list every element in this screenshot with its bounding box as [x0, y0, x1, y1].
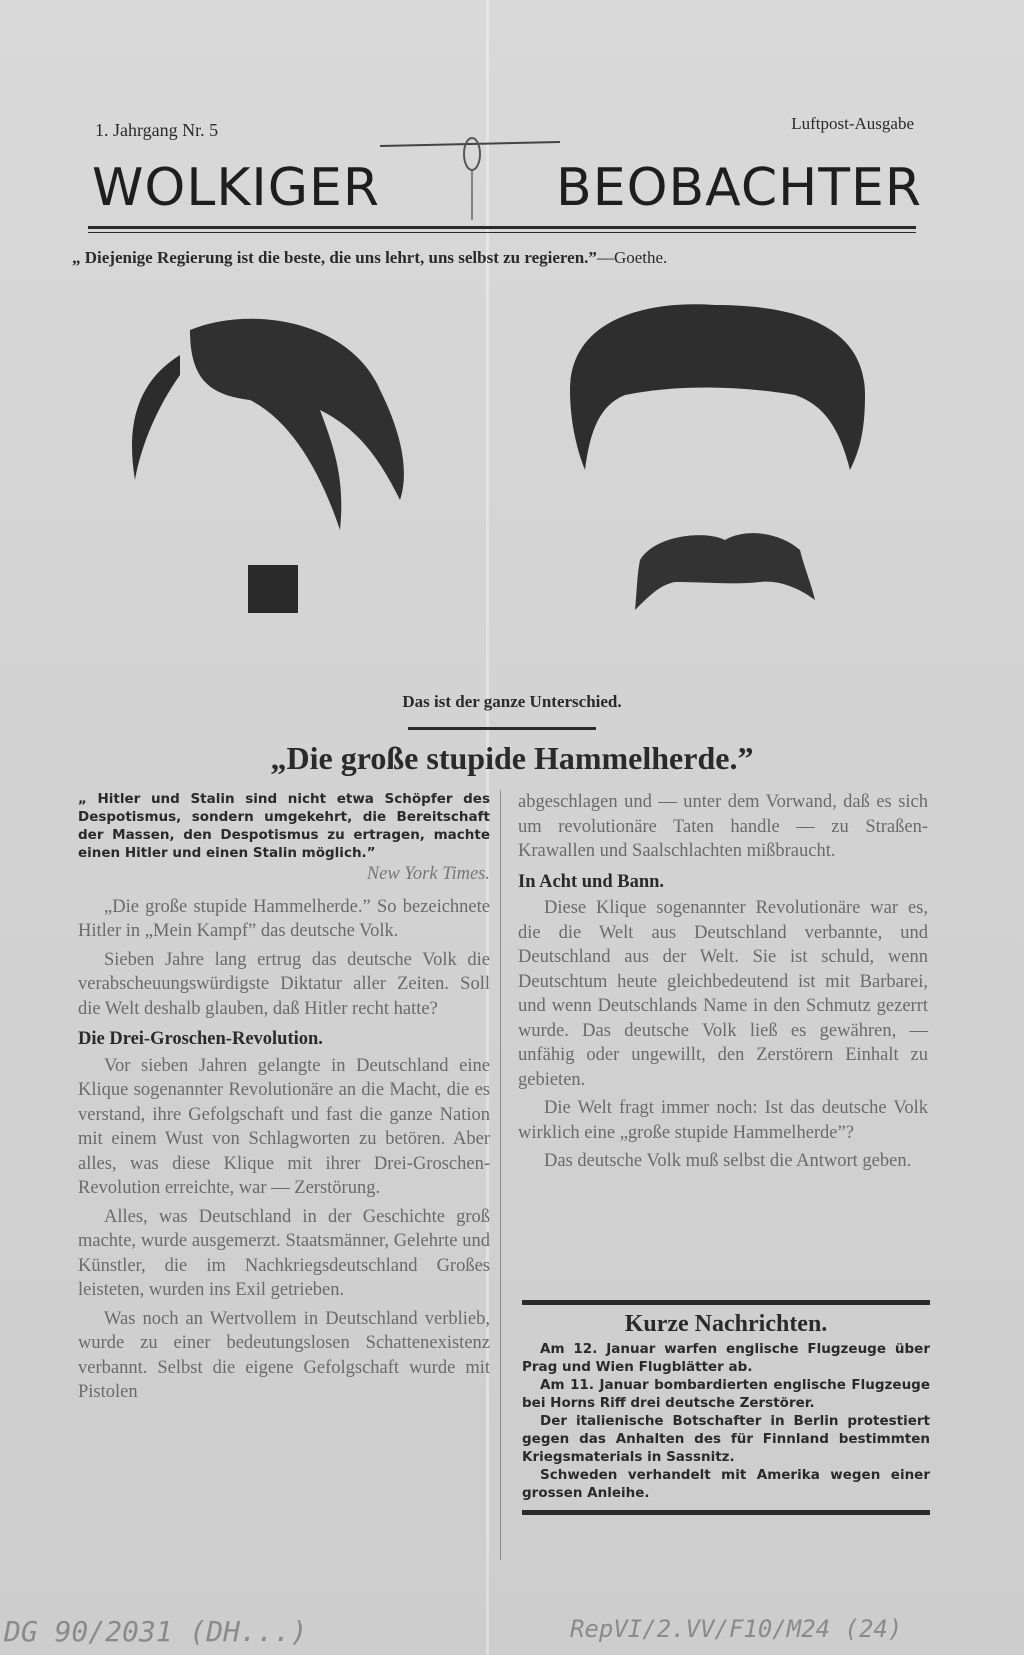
paragraph: Alles, was Deutschland in der Geschichte groß machte, wurde ausgemerzt. Staatsmänner, Gelehrte und Künstler, die im Nachkriegsdeutschland Großes leisteten, wurden ins Exil getrieben. [78, 1206, 490, 1300]
masthead-rule-thin [88, 232, 916, 233]
paragraph: Sieben Jahre lang ertrug das deutsche Volk die verabscheuungswürdigste Diktatur aller Zeiten. Soll die Welt deshalb glauben, daß Hitler recht hatte? [78, 949, 490, 1019]
motto [72, 248, 667, 268]
paragraph: „Die große stupide Hammelherde.” So bezeichnete Hitler in „Mein Kampf” das deutsche Volk. [78, 896, 490, 941]
news-box [522, 1300, 930, 1515]
section-heading: Die Drei-Groschen-Revolution. [78, 1029, 323, 1049]
article-headline: „Die große stupide Hammelherde.” [270, 740, 754, 776]
masthead-left: WOLKIGER [92, 158, 381, 218]
stalin-silhouette-illustration [565, 300, 875, 630]
left-column [78, 790, 490, 1409]
news-bottom-rule [522, 1510, 930, 1515]
paragraph: Diese Klique sogenannter Revolutionäre war es, die die Welt aus Deutschland verbannte, und Deutschland aus der Welt. Sie ist schuld, wenn Deutschtum heute gleichbedeutend ist mit Barbarei, und wenn Deutschlands Name in den Schmutz gezerrt wurde. Das deutsche Volk ließ es gewähren, — unfähig oder ungewillt, den Zerstörern Einhalt zu gebieten. [518, 898, 928, 1090]
edition-label: Luftpost-Ausgabe [791, 114, 914, 133]
paragraph: abgeschlagen und — unter dem Vorwand, daß es sich um revolutionäre Taten handle — zu Straßen-Krawallen und Saalschlachten mißbraucht. [518, 792, 928, 861]
masthead-right: BEOBACHTER [556, 158, 922, 218]
section-heading: In Acht und Bann. [518, 871, 665, 892]
paragraph: Die Welt fragt immer noch: Ist das deutsche Volk wirklich eine „große stupide Hammelherde”? [518, 1098, 928, 1143]
news-item: Der italienische Botschafter in Berlin protestiert gegen das Anhalten des für Finnland bestimmten Kriegsmaterials in Sassnitz. [522, 1413, 930, 1465]
issue-number: 1. Jahrgang Nr. 5 [95, 120, 219, 140]
news-item: Schweden verhandelt mit Amerika wegen einer grossen Anleihe. [522, 1467, 930, 1501]
epigraph: „ Hitler und Stalin sind nicht etwa Schöpfer des Despotismus, sondern umgekehrt, die Bereitschaft der Massen, den Despotismus zu ertragen, machte einen Hitler und einen Stalin möglich.” [78, 791, 490, 861]
paragraph: Vor sieben Jahren gelangte in Deutschland eine Klique sogenannter Revolutionäre an die Macht, die es verstand, ihre Gefolgschaft und fast die ganze Nation mit einem Wust von Schlagworten zu betören. Aber alles, was diese Klique mit ihrer Drei-Groschen-Revolution erreichte, war — Zerstörung. [78, 1055, 490, 1198]
news-item: Am 11. Januar bombardierten englische Flugzeuge bei Horns Riff drei deutsche Zerstörer. [522, 1377, 930, 1411]
caption-rule [408, 727, 596, 730]
paragraph: Was noch an Wertvollem in Deutschland verblieb, wurde zu einer bedeutungslosen Schattenexistenz verbannt. Selbst die eigene Gefolgschaft wurde mit Pistolen [78, 1308, 490, 1402]
motto-author: —Goethe. [596, 248, 668, 267]
illustration-caption: Das ist der ganze Unterschied. [402, 692, 622, 711]
epigraph-source: New York Times. [366, 864, 490, 884]
news-item: Am 12. Januar warfen englische Flugzeuge über Prag und Wien Flugblätter ab. [522, 1341, 930, 1375]
masthead-rule [88, 226, 916, 229]
newspaper-masthead [92, 158, 922, 218]
archive-mark-left: DG 90/2031 (DH...) [4, 1615, 308, 1648]
news-title: Kurze Nachrichten. [624, 1311, 828, 1337]
archive-mark-right: RepVI/2.VV/F10/M24 (24) [570, 1615, 903, 1643]
hitler-silhouette-illustration [120, 300, 440, 620]
right-column [518, 790, 928, 1178]
column-divider [500, 790, 501, 1560]
paragraph: Das deutsche Volk muß selbst die Antwort geben. [544, 1151, 912, 1171]
news-items [522, 1340, 930, 1502]
motto-text: „ Diejenige Regierung ist die beste, die uns lehrt, uns selbst zu regieren.” [72, 248, 597, 267]
news-top-rule [522, 1300, 930, 1305]
